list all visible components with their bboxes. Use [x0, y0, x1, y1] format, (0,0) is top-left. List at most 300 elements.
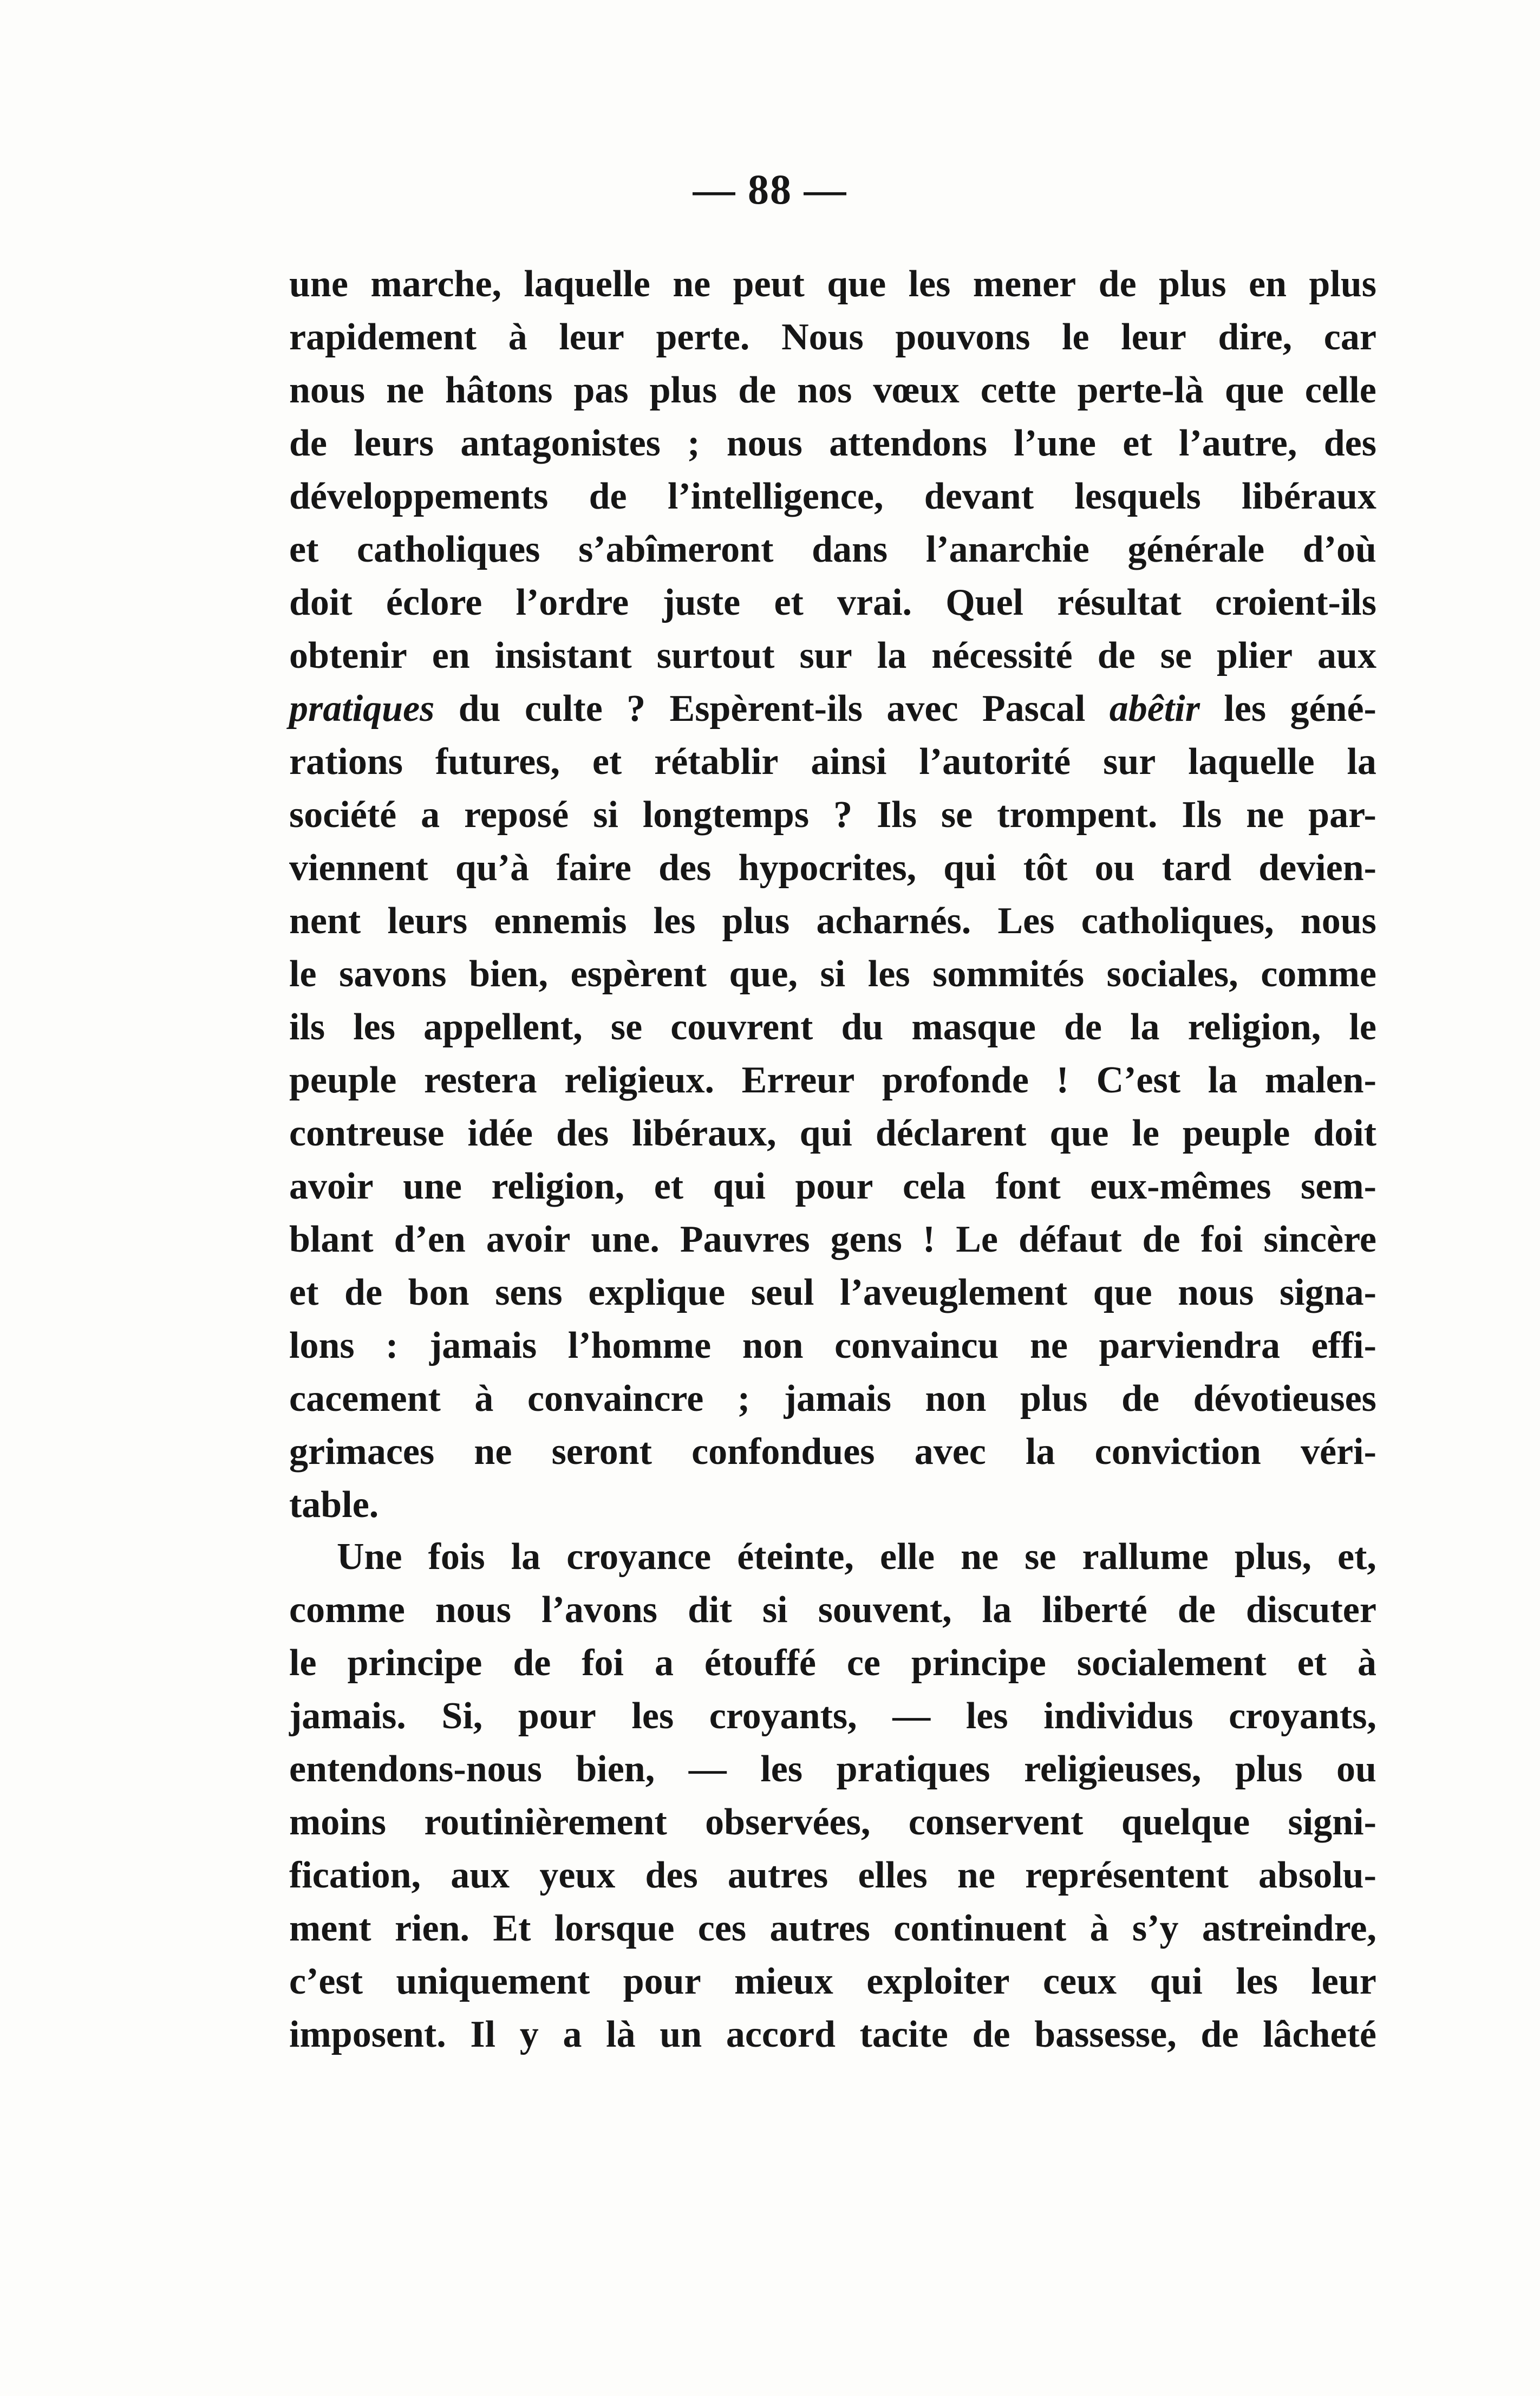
- word: non: [925, 1378, 987, 1420]
- word: avoir: [289, 1166, 374, 1207]
- word: une: [289, 263, 348, 305]
- word: —: [892, 1695, 931, 1737]
- word: Une: [337, 1536, 402, 1578]
- word: leur: [1121, 316, 1186, 358]
- word: jamais: [784, 1378, 891, 1420]
- word: les: [908, 263, 951, 305]
- word: pouvons: [895, 316, 1030, 358]
- word: en: [1249, 263, 1287, 305]
- word: rations: [289, 741, 403, 783]
- word: seront: [551, 1431, 652, 1473]
- text-line: [289, 1054, 1376, 1107]
- text-line: [289, 1955, 1376, 2008]
- word: de: [738, 369, 776, 411]
- word: de: [1097, 635, 1136, 676]
- word: contreuse: [289, 1112, 445, 1154]
- word: couvrent: [670, 1006, 813, 1048]
- text-line: [289, 629, 1376, 682]
- word: pas: [573, 369, 629, 411]
- word: individus: [1043, 1695, 1193, 1737]
- word: jamais.: [289, 1695, 406, 1737]
- word: et: [654, 1166, 684, 1207]
- word: une.: [591, 1219, 660, 1260]
- word: profonde: [882, 1059, 1029, 1101]
- word: se: [1160, 635, 1192, 676]
- text-line: [289, 1690, 1376, 1743]
- word: blant: [289, 1219, 374, 1260]
- word: ils: [289, 1006, 325, 1048]
- word: ennemis: [494, 900, 627, 942]
- word: à: [1089, 1907, 1109, 1949]
- word: que: [1093, 1272, 1152, 1313]
- text-line: [289, 1902, 1376, 1955]
- word: ment: [289, 1907, 371, 1949]
- word: obtenir: [289, 635, 407, 676]
- word: C’est: [1096, 1059, 1181, 1101]
- word: hypocrites,: [738, 847, 917, 889]
- text-line: [289, 1107, 1376, 1160]
- text-line: [289, 1266, 1376, 1319]
- word: et: [774, 582, 804, 623]
- text-line: [289, 1372, 1376, 1425]
- word: convaincre: [527, 1378, 704, 1420]
- word: par-: [1308, 794, 1376, 836]
- word: de: [1121, 1378, 1160, 1420]
- word: viennent: [289, 847, 428, 889]
- word: appellent,: [423, 1006, 583, 1048]
- word: de: [1098, 263, 1137, 305]
- word: tard: [1161, 847, 1232, 889]
- word: perte.: [656, 316, 750, 358]
- word: principe: [911, 1642, 1046, 1684]
- word: véri-: [1301, 1431, 1376, 1473]
- word: Si,: [441, 1695, 483, 1737]
- text-line: [289, 895, 1376, 948]
- word: acharnés.: [816, 900, 971, 942]
- word: insistant: [494, 635, 632, 676]
- word: l’une: [1014, 422, 1096, 464]
- word: le: [1349, 1006, 1376, 1048]
- word: catholiques: [357, 529, 540, 570]
- word: les: [353, 1006, 395, 1048]
- word: pratiques: [836, 1748, 990, 1790]
- word: ne: [961, 1536, 999, 1578]
- word: exploiter: [866, 1961, 1010, 2002]
- word: et: [1123, 422, 1152, 464]
- word: d’où: [1302, 529, 1376, 570]
- text-line: [289, 682, 1376, 735]
- word: et: [289, 1272, 319, 1313]
- word: Nous: [781, 316, 864, 358]
- word: sur: [1103, 741, 1156, 783]
- word: comme: [1261, 953, 1376, 995]
- word: lesquels: [1074, 476, 1201, 517]
- word: croient-ils: [1215, 582, 1376, 623]
- word: nous: [289, 369, 366, 411]
- word: rétablir: [654, 741, 779, 783]
- word: grimaces: [289, 1431, 435, 1473]
- word: à: [474, 1378, 494, 1420]
- word: éteinte,: [737, 1536, 854, 1578]
- word: Ils: [877, 794, 917, 836]
- word: continuent: [893, 1907, 1067, 1949]
- word: elles: [858, 1854, 928, 1896]
- word: devien-: [1258, 847, 1376, 889]
- word: Il: [470, 2014, 496, 2055]
- word: sociales,: [1106, 953, 1238, 995]
- word: si: [593, 794, 618, 836]
- word: antagonistes: [460, 422, 661, 464]
- word: cette: [980, 369, 1056, 411]
- word: Quel: [945, 582, 1024, 623]
- paragraph-1: [289, 258, 1376, 1532]
- word: routinièrement: [424, 1801, 667, 1843]
- word: un: [660, 2014, 702, 2055]
- word: avec: [914, 1431, 986, 1473]
- word: ne: [673, 263, 711, 305]
- word: pour: [518, 1695, 596, 1737]
- word: avoir: [486, 1219, 571, 1260]
- word: les: [1224, 688, 1267, 730]
- word: mener: [973, 263, 1076, 305]
- text-line: [289, 1531, 1376, 1584]
- word: se: [1025, 1536, 1056, 1578]
- word: nos: [797, 369, 852, 411]
- word: le: [289, 953, 317, 995]
- word: lorsque: [554, 1907, 675, 1949]
- word: là: [606, 2014, 636, 2055]
- word: doit: [1313, 1112, 1376, 1154]
- word: plier: [1217, 635, 1293, 676]
- word: cela: [902, 1166, 966, 1207]
- word: —: [688, 1748, 727, 1790]
- word: et,: [1337, 1536, 1376, 1578]
- word: le: [1062, 316, 1089, 358]
- word: nent: [289, 900, 361, 942]
- word: plus,: [1234, 1536, 1311, 1578]
- word: signa-: [1280, 1272, 1376, 1313]
- word: ou: [1094, 847, 1135, 889]
- word: aux: [1317, 635, 1376, 676]
- word: libéraux: [1242, 476, 1376, 517]
- word: géné-: [1290, 688, 1376, 730]
- word: malen-: [1264, 1059, 1376, 1101]
- word: rallume: [1082, 1536, 1209, 1578]
- word: abêtir: [1109, 688, 1200, 730]
- word: croyants,: [1229, 1695, 1376, 1737]
- word: défaut: [1018, 1219, 1122, 1260]
- word: vrai.: [837, 582, 912, 623]
- word: dans: [812, 529, 888, 570]
- word: des: [645, 1854, 698, 1896]
- word: pratiques: [289, 688, 435, 730]
- word: convaincu: [834, 1325, 999, 1366]
- word: perte-là: [1077, 369, 1204, 411]
- word: de: [972, 2014, 1010, 2055]
- word: souvent,: [818, 1589, 952, 1631]
- word: et: [289, 529, 319, 570]
- text-line: [289, 417, 1376, 470]
- word: sommités: [932, 953, 1085, 995]
- word: signi-: [1288, 1801, 1376, 1843]
- word: aux: [451, 1854, 510, 1896]
- word: qui: [713, 1166, 766, 1207]
- text-line: [289, 364, 1376, 417]
- word: en: [432, 635, 470, 676]
- word: comme: [289, 1589, 405, 1631]
- text-line: table.: [289, 1484, 379, 1526]
- word: la: [1208, 1059, 1238, 1101]
- word: Et: [493, 1907, 531, 1949]
- text-line: [289, 948, 1376, 1001]
- word: l’autre,: [1179, 422, 1297, 464]
- word: sem-: [1301, 1166, 1376, 1207]
- word: conviction: [1094, 1431, 1261, 1473]
- word: Espèrent-ils: [669, 688, 863, 730]
- word: société: [289, 794, 397, 836]
- text-line: [289, 842, 1376, 895]
- word: religion,: [491, 1166, 625, 1207]
- word: plus: [1159, 263, 1226, 305]
- word: !: [922, 1219, 936, 1260]
- text-line: [289, 1849, 1376, 1902]
- word: religieuses,: [1024, 1748, 1202, 1790]
- word: de: [344, 1272, 383, 1313]
- text-line: [289, 789, 1376, 842]
- word: culte: [524, 688, 603, 730]
- word: y: [519, 2014, 539, 2055]
- word: a: [654, 1642, 674, 1684]
- word: yeux: [539, 1854, 616, 1896]
- word: et: [592, 741, 622, 783]
- word: moins: [289, 1801, 386, 1843]
- word: surtout: [656, 635, 775, 676]
- word: idée: [467, 1112, 533, 1154]
- word: plus: [1020, 1378, 1088, 1420]
- word: !: [1056, 1059, 1069, 1101]
- word: la: [1130, 1006, 1160, 1048]
- paragraph-2: [289, 1531, 1376, 2061]
- text-line: [289, 1001, 1376, 1054]
- word: restera: [424, 1059, 537, 1101]
- word: car: [1323, 316, 1376, 358]
- word: faire: [556, 847, 631, 889]
- word: ne: [1246, 794, 1284, 836]
- word: qui: [1150, 1961, 1203, 2002]
- word: nécessité: [931, 635, 1073, 676]
- word: générale: [1127, 529, 1265, 570]
- word: les: [653, 900, 696, 942]
- word: discuter: [1245, 1589, 1376, 1631]
- word: laquelle: [524, 263, 650, 305]
- word: plus: [722, 900, 790, 942]
- word: dévotieuses: [1193, 1378, 1376, 1420]
- word: principe: [347, 1642, 482, 1684]
- word: la: [1347, 741, 1376, 783]
- word: s’abîmeront: [578, 529, 774, 570]
- text-line: [289, 470, 1376, 523]
- word: les: [631, 1695, 674, 1737]
- word: que: [1049, 1112, 1109, 1154]
- word: laquelle: [1188, 741, 1315, 783]
- word: liberté: [1042, 1589, 1147, 1631]
- word: peuple: [1182, 1112, 1290, 1154]
- word: celle: [1304, 369, 1376, 411]
- word: sur: [799, 635, 852, 676]
- word: à: [508, 316, 527, 358]
- word: longtemps: [642, 794, 810, 836]
- word: reposé: [464, 794, 569, 836]
- word: ceux: [1042, 1961, 1117, 2002]
- word: effi-: [1311, 1325, 1376, 1366]
- word: seul: [751, 1272, 814, 1313]
- word: sincère: [1263, 1219, 1376, 1260]
- word: tacite: [859, 2014, 948, 2055]
- word: imposent.: [289, 2014, 446, 2055]
- word: nous: [1300, 900, 1376, 942]
- word: l’ordre: [515, 582, 629, 623]
- word: religieux.: [564, 1059, 714, 1101]
- word: nous: [1178, 1272, 1254, 1313]
- text-line: [289, 1796, 1376, 1849]
- word: entendons-nous: [289, 1748, 542, 1790]
- word: la: [1026, 1431, 1055, 1473]
- word: croyants,: [709, 1695, 857, 1737]
- word: rapidement: [289, 316, 477, 358]
- word: lons: [289, 1325, 355, 1366]
- word: de: [513, 1642, 551, 1684]
- word: représentent: [1025, 1854, 1229, 1896]
- word: qui: [943, 847, 996, 889]
- word: catholiques,: [1081, 900, 1274, 942]
- word: cacement: [289, 1378, 441, 1420]
- word: ces: [697, 1907, 747, 1949]
- word: font: [995, 1166, 1061, 1207]
- word: doit: [289, 582, 353, 623]
- text-line: [289, 311, 1376, 364]
- word: parviendra: [1099, 1325, 1280, 1366]
- word: mieux: [734, 1961, 833, 2002]
- word: absolu-: [1258, 1854, 1376, 1896]
- word: jamais: [429, 1325, 537, 1366]
- word: si: [762, 1589, 788, 1631]
- word: étouffé: [704, 1642, 816, 1684]
- word: ne: [474, 1431, 512, 1473]
- word: foi: [1200, 1219, 1243, 1260]
- word: observées,: [705, 1801, 871, 1843]
- text-line: [289, 2008, 1376, 2061]
- word: plus: [1309, 263, 1376, 305]
- text-line: [289, 1743, 1376, 1796]
- word: rien.: [394, 1907, 470, 1949]
- text-line: [289, 735, 1376, 789]
- word: futures,: [435, 741, 560, 783]
- word: accord: [726, 2014, 836, 2055]
- word: leurs: [387, 900, 468, 942]
- word: de: [1177, 1589, 1216, 1631]
- word: nous: [435, 1589, 511, 1631]
- word: des: [658, 847, 712, 889]
- word: conservent: [908, 1801, 1084, 1843]
- word: religion,: [1187, 1006, 1321, 1048]
- text-line: [289, 576, 1376, 629]
- word: foi: [582, 1642, 624, 1684]
- word: hâtons: [445, 369, 553, 411]
- word: uniquement: [396, 1961, 590, 2002]
- word: qui: [799, 1112, 852, 1154]
- word: bon: [408, 1272, 469, 1313]
- word: masque: [911, 1006, 1036, 1048]
- word: et: [1297, 1642, 1327, 1684]
- word: ce: [846, 1642, 880, 1684]
- word: du: [458, 688, 501, 730]
- word: l’intelligence,: [667, 476, 884, 517]
- word: savons: [339, 953, 447, 995]
- word: sens: [495, 1272, 563, 1313]
- word: libéraux,: [632, 1112, 776, 1154]
- text-line: [289, 1319, 1376, 1372]
- word: l’anarchie: [925, 529, 1089, 570]
- word: ;: [687, 422, 700, 464]
- word: nous: [726, 422, 802, 464]
- word: s’y: [1132, 1907, 1179, 1949]
- word: les: [1236, 1961, 1278, 2002]
- word: elle: [880, 1536, 935, 1578]
- word: ?: [833, 794, 853, 836]
- word: de: [289, 422, 327, 464]
- word: l’homme: [567, 1325, 712, 1366]
- word: l’autorité: [919, 741, 1071, 783]
- word: bassesse,: [1034, 2014, 1177, 2055]
- page-number: — 88 —: [693, 166, 847, 213]
- word: l’avons: [541, 1589, 657, 1631]
- word: le: [289, 1642, 317, 1684]
- word: qu’à: [455, 847, 530, 889]
- text-line: [289, 1160, 1376, 1213]
- word: explique: [588, 1272, 726, 1313]
- word: pour: [795, 1166, 873, 1207]
- word: ne: [1030, 1325, 1068, 1366]
- word: du: [841, 1006, 884, 1048]
- word: Pascal: [982, 688, 1086, 730]
- word: les: [965, 1695, 1008, 1737]
- word: peuple: [289, 1059, 397, 1101]
- word: leur: [1311, 1961, 1376, 2002]
- text-line: [289, 1425, 1376, 1479]
- word: gens: [830, 1219, 902, 1260]
- word: se: [941, 794, 973, 836]
- word: de: [1064, 1006, 1102, 1048]
- text-line: [289, 1637, 1376, 1690]
- word: lâcheté: [1263, 2014, 1376, 2055]
- word: fois: [428, 1536, 485, 1578]
- word: de: [1200, 2014, 1239, 2055]
- word: la: [982, 1589, 1012, 1631]
- word: des: [556, 1112, 609, 1154]
- word: l’aveuglement: [840, 1272, 1068, 1313]
- word: espèrent: [570, 953, 707, 995]
- text-line: [289, 1584, 1376, 1637]
- word: tôt: [1023, 847, 1068, 889]
- word: ne: [386, 369, 425, 411]
- word: bien,: [469, 953, 548, 995]
- word: attendons: [829, 422, 987, 464]
- word: avec: [886, 688, 958, 730]
- word: Le: [956, 1219, 998, 1260]
- word: non: [742, 1325, 804, 1366]
- text-line: [289, 258, 1376, 311]
- word: les: [760, 1748, 803, 1790]
